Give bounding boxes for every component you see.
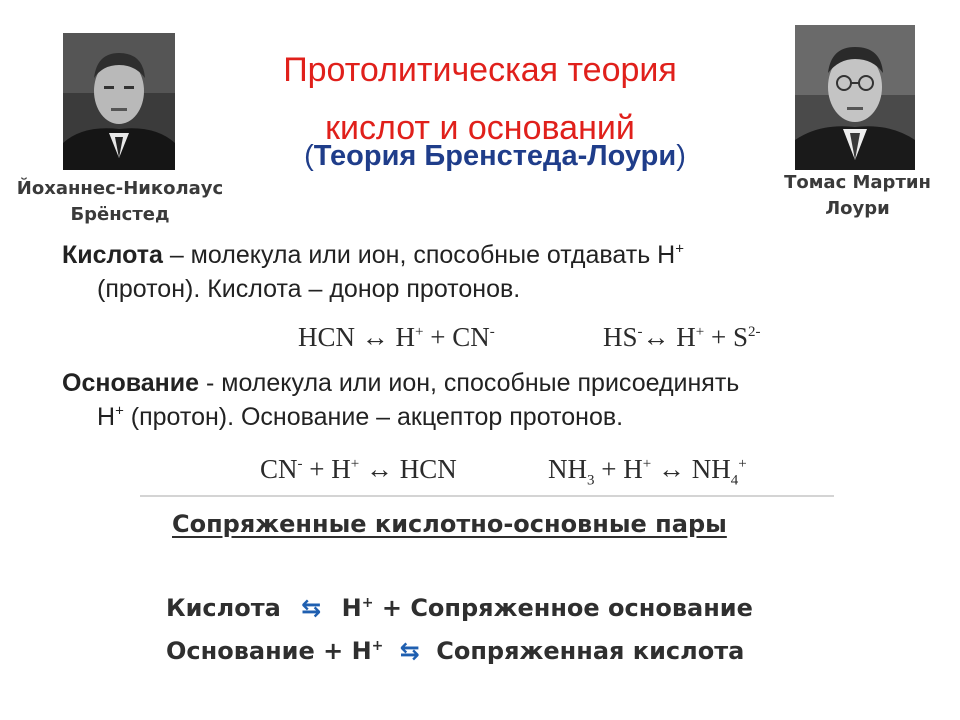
slide-subtitle	[250, 140, 740, 173]
eq-sup: +	[350, 456, 360, 472]
acid-equation-1	[298, 322, 495, 353]
eq-part: CN	[260, 454, 298, 484]
eq-sup: +	[738, 456, 747, 472]
subtitle-text: Теория Бренстеда-Лоури	[313, 140, 677, 172]
base-line-1	[62, 366, 897, 400]
slide-title	[210, 50, 750, 148]
eq-part: H	[669, 322, 696, 352]
acid-term: Кислота	[62, 241, 163, 269]
base-text-1: - молекула или ион, способные присоединять	[199, 369, 740, 397]
eq-sub: 4	[730, 472, 739, 489]
pair-sup: +	[361, 595, 374, 611]
eq-part: + CN	[423, 322, 490, 352]
eq-sup: -	[489, 324, 495, 340]
pair-part: + Сопряженное основание	[373, 594, 753, 622]
conjugate-line-2	[166, 637, 744, 665]
eq-part: NH	[548, 454, 587, 484]
eq-part: H	[388, 322, 416, 352]
portrait-lowry	[795, 25, 915, 170]
divider	[140, 495, 834, 497]
eq-sup: +	[695, 324, 705, 340]
equilibrium-arrow-icon: ⇆	[301, 594, 322, 622]
portrait-bronsted	[63, 33, 175, 170]
portrait-left-name: Йоханнес-Николаус	[16, 178, 224, 199]
equilibrium-arrow-icon: ↔	[365, 454, 393, 484]
portrait-left-caption	[15, 176, 225, 228]
base-equation-2	[548, 454, 747, 489]
eq-part: + H	[302, 454, 351, 484]
equilibrium-arrow-icon: ↔	[642, 322, 670, 352]
eq-sup: +	[415, 324, 424, 340]
pair-part: Сопряженная кислота	[436, 637, 745, 665]
eq-sub: 3	[587, 472, 595, 489]
acid-equation-2	[603, 322, 760, 353]
eq-sup: -	[297, 456, 303, 472]
pair-sup: +	[371, 638, 384, 654]
pair-part: Основание + Н	[166, 637, 372, 665]
acid-definition	[62, 238, 897, 306]
equilibrium-arrow-icon: ↔	[657, 454, 685, 484]
title-line-2: кислот и оснований	[325, 109, 635, 147]
eq-sup: +	[642, 456, 652, 472]
eq-part: + H	[594, 454, 643, 484]
portrait-left-surname: Брёнстед	[70, 204, 170, 225]
eq-sup: -	[637, 324, 643, 340]
acid-line-1	[62, 238, 897, 272]
acid-text-1: – молекула или ион, способные отдавать Н	[162, 241, 676, 269]
eq-part: HCN	[298, 322, 362, 352]
eq-part: NH	[684, 454, 731, 484]
title-line-1: Протолитическая теория	[283, 51, 677, 89]
portrait-right-name: Томас Мартин	[784, 172, 931, 193]
subtitle-close-paren: )	[676, 140, 686, 172]
conjugate-heading: Сопряженные кислотно-основные пары	[172, 510, 727, 538]
pair-part: Кислота	[166, 594, 281, 622]
portrait-right-caption	[760, 170, 955, 222]
base-sup: +	[115, 402, 124, 420]
eq-part: HCN	[392, 454, 457, 484]
base-text-2a: Н	[97, 403, 116, 431]
conjugate-line-1	[166, 594, 753, 622]
eq-sup: 2-	[747, 324, 761, 340]
base-text-2b: (протон). Основание – акцептор протонов.	[123, 403, 624, 431]
portrait-right-surname: Лоури	[825, 198, 890, 219]
equilibrium-arrow-icon: ↔	[361, 322, 389, 352]
pair-part: Н	[341, 594, 362, 622]
base-definition	[62, 366, 897, 434]
subtitle-open-paren: (	[304, 140, 314, 172]
acid-sup: +	[675, 240, 684, 258]
base-term: Основание	[62, 369, 200, 397]
equilibrium-arrow-icon: ⇆	[399, 637, 420, 665]
base-line-2	[62, 400, 897, 434]
acid-text-2: (протон). Кислота – донор протонов.	[97, 275, 521, 303]
base-equation-1	[260, 454, 457, 485]
eq-part: + S	[704, 322, 748, 352]
eq-part: HS	[603, 322, 638, 352]
